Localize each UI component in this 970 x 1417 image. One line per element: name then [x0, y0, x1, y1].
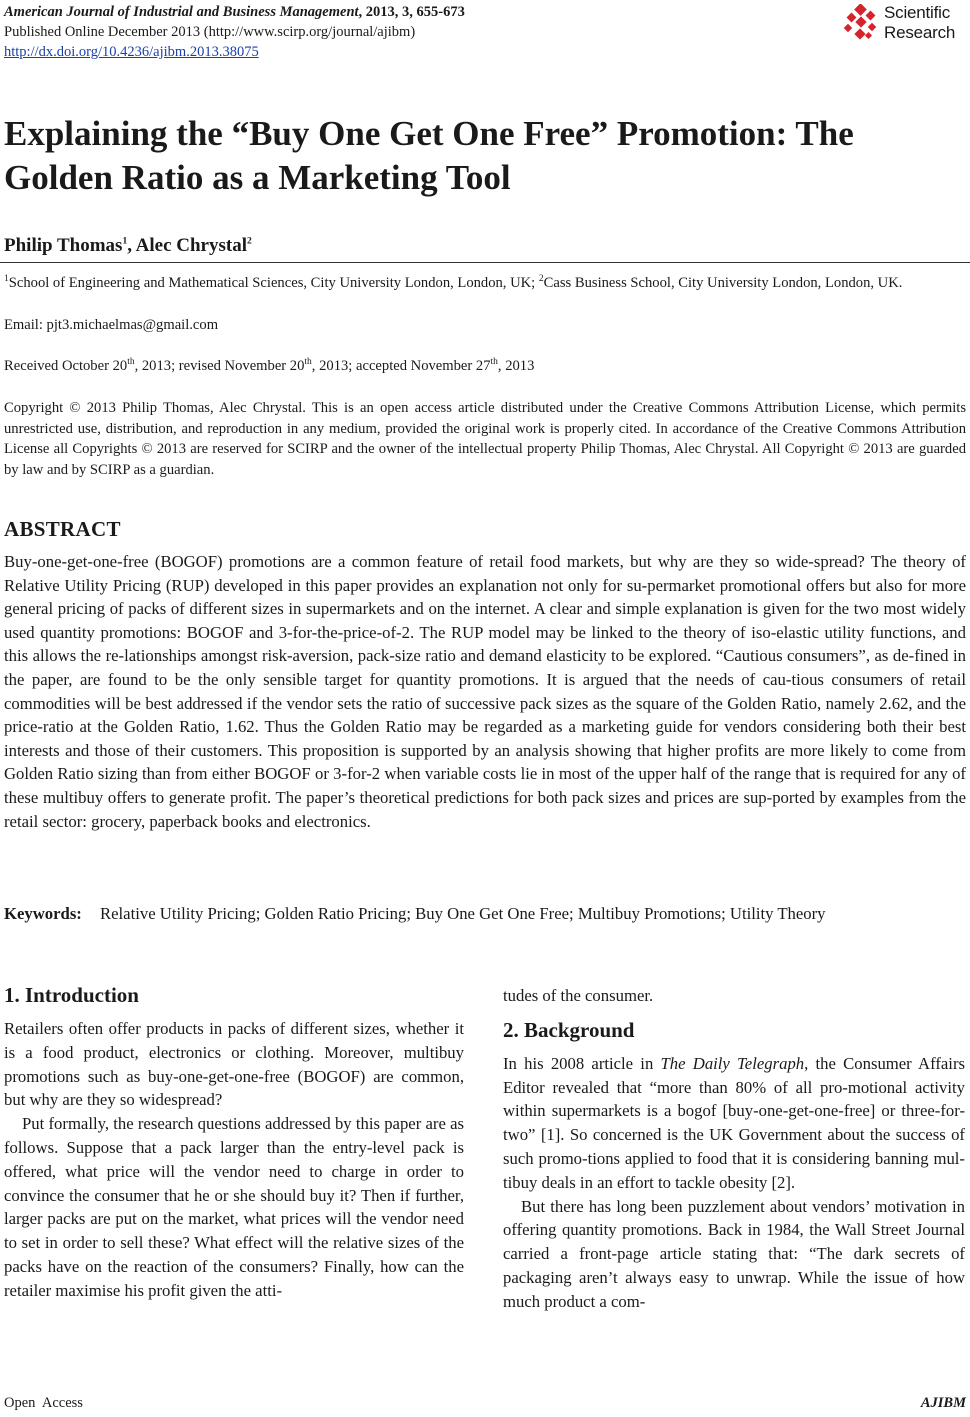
- affiliations: [4, 273, 966, 294]
- ordinal-suffix: th: [490, 357, 498, 368]
- published-line: Published Online December 2013 (http://www.scirp.org/journal/ajibm): [4, 24, 416, 40]
- keywords-label: Keywords:: [4, 904, 82, 923]
- affil-mark-1: 1: [4, 274, 9, 285]
- paragraph: Retailers often offer products in packs of different sizes, whether it is a food product, electronics or clothing. Moreover, multibuy promotions such as buy-one-get-one-free (BOGOF) are common, but why are they so widespread?: [4, 1019, 464, 1110]
- title-line-2: Golden Ratio as a Marketing Tool: [4, 158, 511, 197]
- left-column: [4, 982, 464, 1303]
- author-separator: ,: [127, 235, 136, 256]
- journal-citation: [4, 2, 465, 22]
- paragraph: Put formally, the research questions addressed by this paper are as follows. Suppose that a pack larger than the entry-level pack is offered, what price will the vendor need to charge in order to convince the consumer that he or she should buy it? Then if further, larger packs are put on the market, what prices will the vendor need to set in order to sell these? What effect will the relative sizes of the packs have on the reaction of the consumers? Finally, how can the retailer maximise his profit given the atti-: [4, 1114, 464, 1300]
- doi-link[interactable]: http://dx.doi.org/10.4236/ajibm.2013.38075: [4, 44, 259, 60]
- ordinal-suffix: th: [304, 357, 312, 368]
- logo-line-2: Research: [884, 23, 956, 42]
- section-heading-background: 2. Background: [503, 1017, 635, 1042]
- contact-email: Email: pjt3.michaelmas@gmail.com: [4, 317, 219, 333]
- keywords: [4, 902, 966, 926]
- accepted-date: , 2013; accepted November 27: [311, 358, 491, 374]
- text-run: , the Consumer Affairs Editor revealed that “more than 80% of all pro-motional activity within supermarkets is a bogof [buy-one-get-one-free] or three-for-two” [1]. So concerned is the UK Government about the success of such promo-tions applied to food that it is considering banning mul-tibuy deals in an effort to tackle obesity [2].: [503, 1053, 965, 1192]
- year-suffix: , 2013: [497, 358, 535, 374]
- paragraph: [503, 1052, 965, 1195]
- paragraph: But there has long been puzzlement about vendors’ motivation in offering quantity promotions. Back in 1984, the Wall Street Journal carried a front-page article stating that: “The dark secrets of packaging aren’t always easy to unwrap. While the issue of how much product a com-: [503, 1196, 965, 1311]
- author-list: [4, 235, 252, 257]
- publisher-logo: [842, 2, 964, 46]
- received-date: Received October 20: [4, 358, 128, 374]
- section-heading-introduction: 1. Introduction: [4, 983, 139, 1007]
- author-1-affil-mark: 1: [122, 236, 128, 247]
- affil-mark-2: 2: [538, 274, 544, 285]
- journal-header: [4, 2, 465, 62]
- right-column: [503, 984, 965, 1314]
- logo-line-1: Scientific: [884, 3, 951, 22]
- text-run: In his 2008 article in: [503, 1053, 661, 1073]
- journal-abbrev: AJIBM: [920, 1395, 966, 1411]
- page-footer: [4, 1395, 966, 1412]
- copyright-notice: Copyright © 2013 Philip Thomas, Alec Chrystal. This is an open access article distributed under the Creative Commons Attribution License, which permits unrestricted use, distribution, and reproduction in any medium, provided the original work is properly cited. In accordance of the Creative Commons Attribution License all Copyrights © 2013 are reserved for SCIRP and the owner of the intellectual property Philip Thomas, Alec Chrystal. All Copyright © 2013 are guarded by law and by SCIRP as a guardian.: [4, 400, 966, 478]
- scientific-research-logo-icon: [842, 4, 880, 42]
- header-divider: [0, 262, 970, 263]
- received-dates: [4, 356, 966, 377]
- journal-volume: , 2013, 3, 655-673: [358, 4, 465, 20]
- journal-name: American Journal of Industrial and Business Management: [4, 4, 359, 20]
- affil-2: Cass Business School, City University London, London, UK.: [543, 275, 903, 291]
- revised-date: , 2013; revised November 20: [134, 358, 305, 374]
- article-title: [4, 112, 964, 200]
- abstract-text: Buy-one-get-one-free (BOGOF) promotions are a common feature of retail food markets, but why are they so wide-spread? The theory of Relative Utility Pricing (RUP) developed in this paper provides an explanation not only for su-permarket promotional offers but also for more general pricing of packs of different sizes in supermarkets and on the internet. A clear and simple explanation is given for the two most widely used quantity promotions: BOGOF and 3-for-the-price-of-2. The RUP model may be linked to the theory of iso-elastic utility functions, and this allows the re-lationships amongst risk-aversion, pack-size ratio and demand elasticity to be explored. “Cautious consumers”, as de-fined in the paper, are found to be the only sensible target for quantity promotions. It is argued that the needs of cau-tious consumers of retail commodities will be best addressed if the vendor sets the ratio of successive pack sizes as the square of the Golden Ratio, namely 2.62, and the price-ratio at the Golden Ratio, 1.62. Thus the Golden Ratio may be regarded as a marketing guide for vendors considering both their best interests and those of their customers. This proposition is supported by an analysis showing that higher profits are more likely to come from Golden Ratio sizing than from either BOGOF or 3-for-2 when variable costs lie in most of the upper half of the range that is required for any of these multibuy offers to generate profit. The paper’s theoretical predictions for both pack sizes and prices are sup-ported by examples from the retail sector: grocery, paperback books and electronics.: [4, 552, 966, 831]
- newspaper-title: The Daily Telegraph: [660, 1053, 805, 1073]
- title-line-1: Explaining the “Buy One Get One Free” Promotion: The: [4, 114, 854, 153]
- logo-wordmark: [884, 3, 955, 43]
- keywords-text: Relative Utility Pricing; Golden Ratio Pricing; Buy One Get One Free; Multibuy Promotions; Utility Theory: [100, 904, 826, 923]
- author-1: Philip Thomas: [4, 235, 123, 256]
- affil-1: School of Engineering and Mathematical Sciences, City University London, London, UK;: [8, 275, 539, 291]
- author-2-affil-mark: 2: [247, 236, 252, 247]
- open-access-label: Open Access: [4, 1395, 83, 1411]
- abstract-heading: ABSTRACT: [4, 517, 121, 541]
- ordinal-suffix: th: [127, 357, 135, 368]
- author-2: Alec Chrystal: [135, 235, 247, 256]
- paragraph-continuation: tudes of the consumer.: [503, 986, 654, 1005]
